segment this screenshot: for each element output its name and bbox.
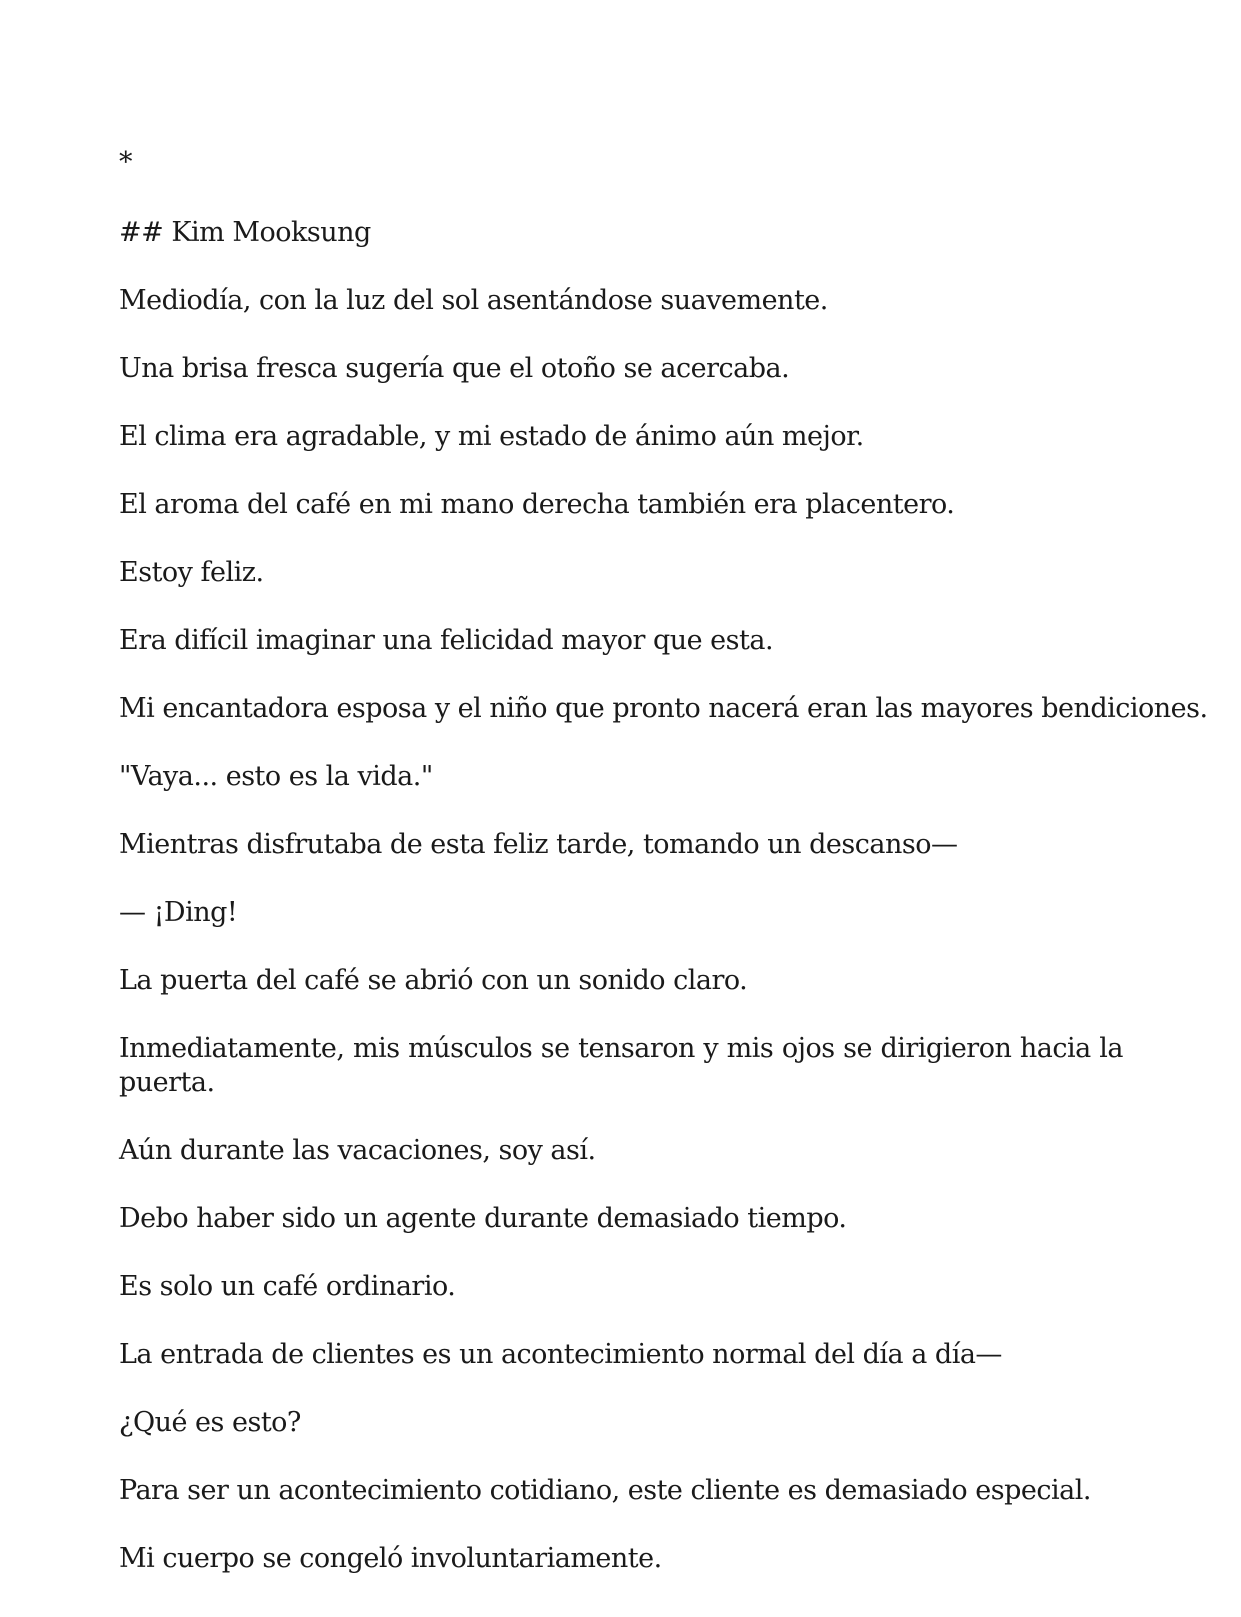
dialogue-line: "Vaya... esto es la vida." [119, 761, 433, 792]
paragraph: La entrada de clientes es un acontecimiento normal del día a día— [119, 1339, 1002, 1370]
section-heading: ## Kim Mooksung [119, 217, 371, 248]
paragraph: Mi encantadora esposa y el niño que pronto nacerá eran las mayores bendiciones. [119, 693, 1208, 724]
paragraph: ¿Qué es esto? [119, 1407, 301, 1438]
paragraph: Mientras disfrutaba de esta feliz tarde, tomando un descanso— [119, 829, 958, 860]
paragraph: Mediodía, con la luz del sol asentándose suavemente. [119, 285, 828, 316]
paragraph: Mi cuerpo se congeló involuntariamente. [119, 1543, 662, 1574]
paragraph: Inmediatamente, mis músculos se tensaron y mis ojos se dirigieron hacia la puerta. [119, 1033, 1123, 1098]
paragraph: Debo haber sido un agente durante demasiado tiempo. [119, 1203, 847, 1234]
scene-separator: * [119, 147, 132, 178]
paragraph: El aroma del café en mi mano derecha también era placentero. [119, 489, 955, 520]
sound-effect-line: — ¡Ding! [119, 897, 238, 928]
paragraph: Aún durante las vacaciones, soy así. [119, 1135, 596, 1166]
paragraph: Para ser un acontecimiento cotidiano, este cliente es demasiado especial. [119, 1475, 1091, 1506]
paragraph: Una brisa fresca sugería que el otoño se acercaba. [119, 353, 790, 384]
paragraph: Es solo un café ordinario. [119, 1271, 456, 1302]
paragraph: Estoy feliz. [119, 557, 264, 588]
paragraph: La puerta del café se abrió con un sonido claro. [119, 965, 748, 996]
document-body [119, 146, 1208, 1610]
paragraph: El clima era agradable, y mi estado de ánimo aún mejor. [119, 421, 864, 452]
paragraph: Era difícil imaginar una felicidad mayor que esta. [119, 625, 774, 656]
